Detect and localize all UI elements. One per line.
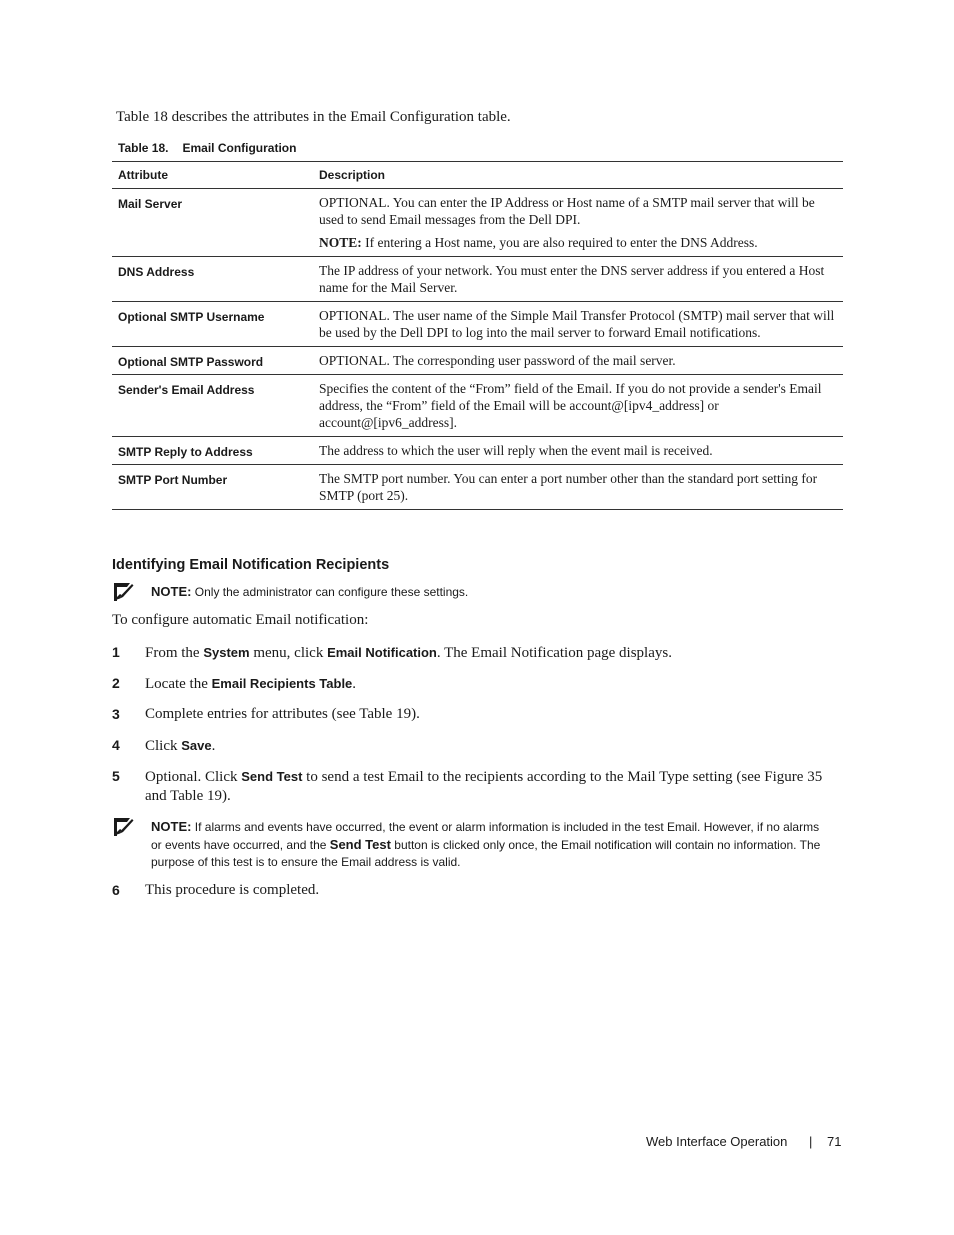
- attribute-cell: SMTP Reply to Address: [112, 437, 319, 465]
- ui-label-send-test: Send Test: [329, 837, 391, 852]
- section-title: Identifying Email Notification Recipients: [112, 557, 390, 573]
- ui-label-email-recipients-table: Email Recipients Table: [211, 676, 353, 691]
- ui-label-save: Save: [181, 738, 212, 753]
- note-admin-only: [112, 582, 843, 604]
- step-number: 3: [112, 706, 120, 722]
- step-number: 1: [112, 644, 120, 660]
- footer-section-title: Web Interface Operation: [646, 1134, 788, 1149]
- attribute-cell: DNS Address: [112, 257, 319, 302]
- step-number: 5: [112, 768, 120, 784]
- step-number: 6: [112, 882, 120, 898]
- step-text-part: Click: [145, 738, 182, 754]
- ui-label-system: System: [203, 645, 250, 660]
- table-caption: [118, 141, 296, 155]
- step-text-part: .: [211, 738, 216, 754]
- step-text: [145, 736, 825, 756]
- step-text-part: to send a test Email to the recipients according to the Mail Type setting (see Figure 35 and Table 19).: [145, 769, 823, 804]
- step-number: 2: [112, 675, 120, 691]
- step-text-part: From the: [145, 645, 204, 661]
- table-row: [112, 189, 843, 257]
- note-label: NOTE:: [151, 584, 192, 599]
- table-row: [112, 257, 843, 302]
- step-3: [112, 705, 832, 725]
- attribute-cell: Optional SMTP Password: [112, 347, 319, 375]
- attribute-cell: SMTP Port Number: [112, 465, 319, 510]
- note-text: button is clicked only once, the Email notification will contain no information. The purpose of this test is to ensure the Email address is valid.: [151, 838, 821, 869]
- ui-label-send-test: Send Test: [241, 769, 303, 784]
- step-text-part: .: [352, 676, 357, 692]
- step-text-part: . The Email Notification page displays.: [436, 645, 672, 661]
- step-text: [145, 674, 825, 694]
- ui-label-email-notification: Email Notification: [327, 645, 437, 660]
- step-text-part: menu, click: [249, 645, 328, 661]
- step-text-part: Optional. Click: [145, 769, 242, 785]
- note-label: NOTE:: [151, 819, 192, 834]
- description-cell: Specifies the content of the “From” field of the Email. If you do not provide a sender's Email address, the “From” field of the Email will be account@[ipv4_address] or account@[ipv6_address].: [319, 375, 843, 437]
- footer-page-number: 71: [827, 1134, 842, 1149]
- description-cell: OPTIONAL. The corresponding user password of the mail server.: [319, 347, 843, 375]
- table-row: [112, 465, 843, 510]
- table-row: [112, 375, 843, 437]
- header-attribute: Attribute: [112, 162, 319, 189]
- description-cell: The SMTP port number. You can enter a port number other than the standard port setting for SMTP (port 25).: [319, 465, 843, 510]
- description-cell: [319, 189, 843, 257]
- step-1: [112, 643, 832, 663]
- table-row: [112, 302, 843, 347]
- description-cell: The address to which the user will reply when the event mail is received.: [319, 437, 843, 465]
- step-text: This procedure is completed.: [145, 882, 320, 898]
- intro-paragraph: Table 18 describes the attributes in the Email Configuration table.: [116, 109, 511, 125]
- step-text: [145, 643, 825, 663]
- table-row: [112, 437, 843, 465]
- inline-note: [319, 234, 835, 251]
- email-configuration-table: [112, 161, 843, 510]
- description-cell: The IP address of your network. You must enter the DNS server address if you entered a Host name for the Mail Server.: [319, 257, 843, 302]
- description-cell: OPTIONAL. The user name of the Simple Mail Transfer Protocol (SMTP) mail server that will be used by the Dell DPI to log into the mail server to forward Email notifications.: [319, 302, 843, 347]
- attribute-cell: Mail Server: [112, 189, 319, 257]
- step-text: Complete entries for attributes (see Table 19).: [145, 706, 420, 722]
- pencil-note-icon: [112, 582, 134, 602]
- table-row: [112, 347, 843, 375]
- step-4: [112, 736, 832, 756]
- attribute-cell: Sender's Email Address: [112, 375, 319, 437]
- step-6: [112, 881, 832, 901]
- table-caption-label: Table 18.: [118, 141, 169, 155]
- step-text: [145, 767, 825, 806]
- inline-note-text: If entering a Host name, you are also required to enter the DNS Address.: [361, 235, 758, 250]
- attribute-cell: Optional SMTP Username: [112, 302, 319, 347]
- procedure-intro: To configure automatic Email notification:: [112, 612, 369, 628]
- inline-note-label: NOTE:: [319, 235, 362, 250]
- footer-separator: |: [809, 1134, 813, 1149]
- note-text: Only the administrator can configure these settings.: [191, 585, 469, 599]
- header-description: Description: [319, 162, 843, 189]
- description-text: OPTIONAL. You can enter the IP Address or Host name of a SMTP mail server that will be used to send Email messages from the Dell DPI.: [319, 195, 815, 227]
- step-2: [112, 674, 832, 694]
- step-5: [112, 767, 832, 807]
- table-header-row: [112, 162, 843, 189]
- pencil-note-icon: [112, 817, 134, 837]
- note-text: If alarms and events have occurred, the event or alarm information is included in the test Email. However, if no alarms or events have occurred, and the: [151, 820, 820, 852]
- note-send-test: [112, 817, 843, 871]
- step-text-part: Locate the: [145, 676, 212, 692]
- step-number: 4: [112, 737, 120, 753]
- table-caption-title: Email Configuration: [182, 141, 297, 155]
